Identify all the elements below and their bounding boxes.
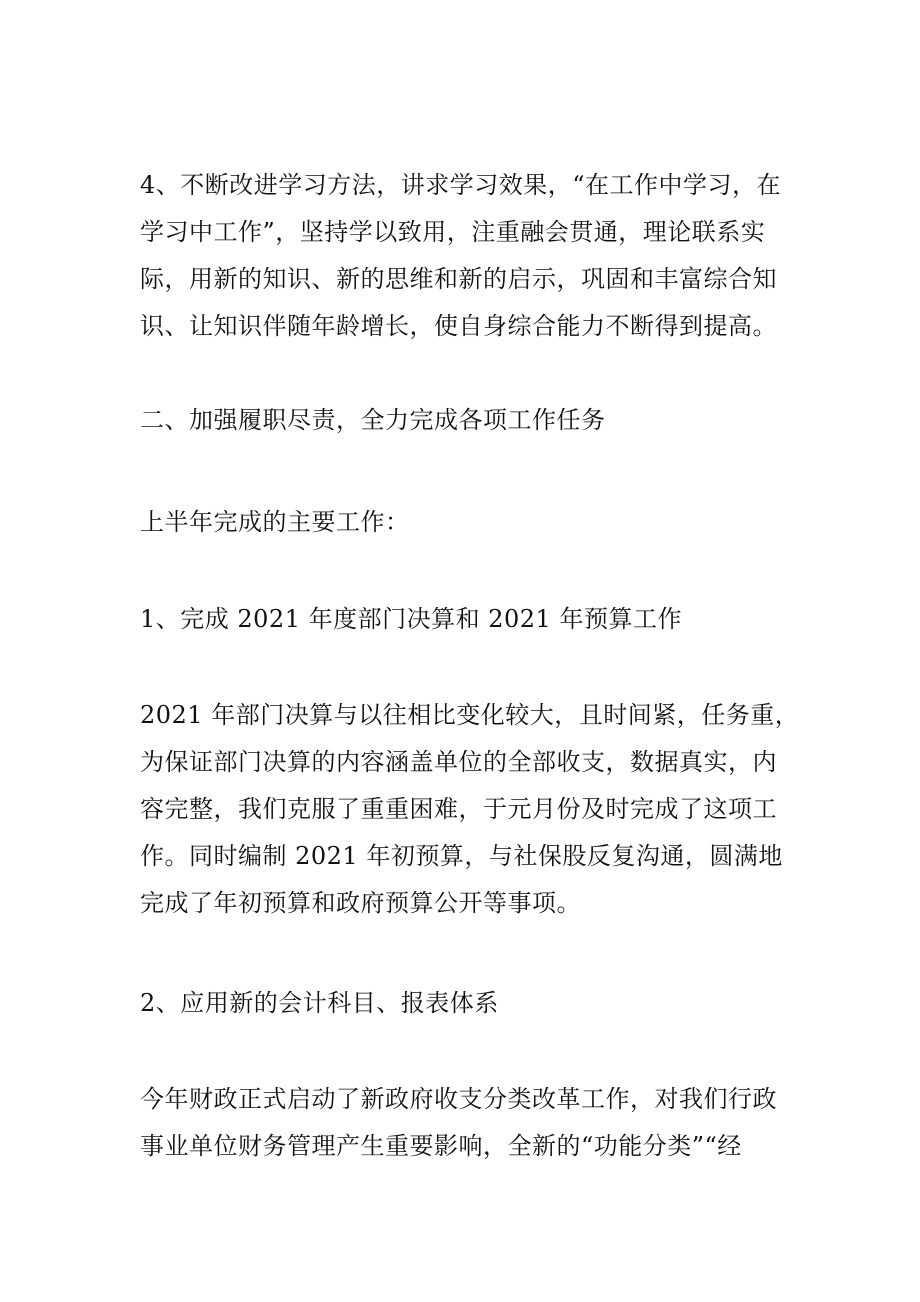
text-line: 际，用新的知识、新的思维和新的启示，巩固和丰富综合知 bbox=[140, 265, 777, 293]
text-line: 作。同时编制 2021 年初预算，与社保股反复沟通，圆满地 bbox=[140, 842, 783, 870]
text-line: 为保证部门决算的内容涵盖单位的全部收支，数据真实，内 bbox=[140, 748, 777, 776]
text-line: 2021 年部门决算与以往相比变化较大，且时间紧，任务重， bbox=[140, 701, 800, 729]
text-line: 学习中工作”，坚持学以致用，注重融会贯通，理论联系实 bbox=[140, 218, 766, 246]
text-line: 今年财政正式启动了新政府收支分类改革工作，对我们行政 bbox=[140, 1085, 777, 1113]
text-line: 4、不断改进学习方法，讲求学习效果，“在工作中学习，在 bbox=[140, 171, 782, 199]
text-line: 容完整，我们克服了重重困难，于元月份及时完成了这项工 bbox=[140, 795, 777, 823]
subheading: 上半年完成的主要工作： bbox=[140, 508, 410, 536]
text-line: 识、让知识伴随年龄增长，使自身综合能力不断得到提高。 bbox=[140, 312, 777, 340]
text-line: 事业单位财务管理产生重要影响，全新的“功能分类”“经 bbox=[140, 1132, 742, 1160]
text-line: 完成了年初预算和政府预算公开等事项。 bbox=[140, 889, 581, 917]
item-title-1: 1、完成 2021 年度部门决算和 2021 年预算工作 bbox=[140, 605, 682, 633]
section-heading: 二、加强履职尽责，全力完成各项工作任务 bbox=[140, 406, 606, 434]
item-title-2: 2、应用新的会计科目、报表体系 bbox=[140, 989, 499, 1017]
